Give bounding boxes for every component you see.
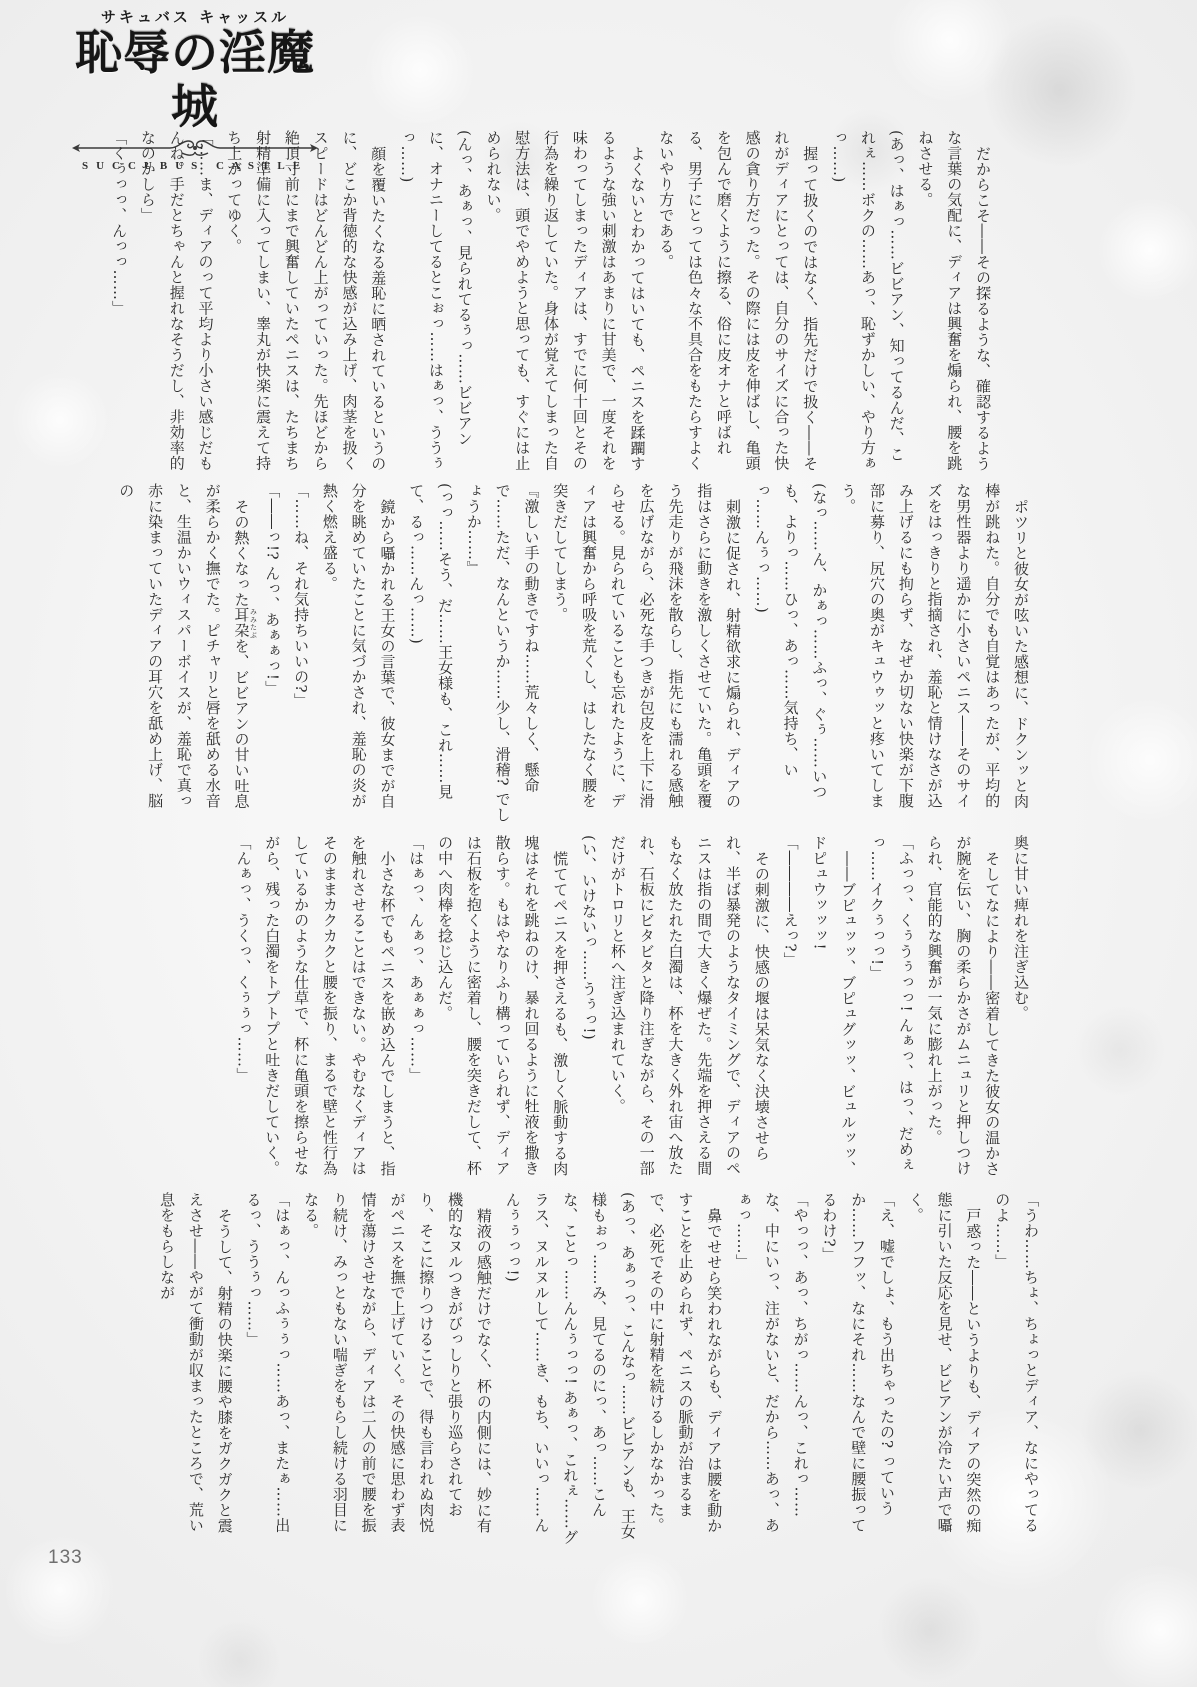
logo-furigana: サキュバス キャッスル	[100, 8, 290, 26]
paragraph: 「――っ!? んっ、あぁぁっ!」	[263, 483, 282, 696]
paragraph: 握って扱くのではなく、指先だけで扱く――それがディアにとっては、自分のサイズに合った快感の貪り方だった。その際には皮を伸ばし、亀頭を包んで磨くように擦る、俗に皮オナと呼ばれる、男子にとっては色々な不具合をもたらすよくないやり方である。	[657, 130, 820, 471]
paragraph: 奥に甘い痺れを注ぎ込む。	[1012, 835, 1030, 1021]
paragraph: 鼻でせせら笑われながらも、ディアは腰を動かすことを止められず、ペニスの脈動が治まるまで、必死でその中に射精を続けるしかなかった。	[647, 1192, 724, 1533]
paragraph: 「……ま、ディアのって平均より小さい感じだもんね。手だとちゃんと握れなそうだし、非効率的なのかしら」	[138, 130, 215, 471]
paragraph: (っっ……そう、だ……王女様も、これ……見て、るっ……んっ……)	[407, 483, 455, 800]
paragraph: (い、いけないっ……うぅっ!)	[580, 835, 599, 1041]
paragraph: 「はぁっ、んっふぅぅっ……あっ、またぁ……出るっ、ううぅっ……」	[244, 1192, 292, 1533]
paragraph: 「やっっ、あっ、ちがっ……んっ、これっ……な、中にいっ、注がないと、だから……あっ、あぁっ……」	[734, 1192, 810, 1533]
paragraph: 「うわ……ちょ、ちょっとディア、なにやってるのよ……」	[993, 1192, 1040, 1533]
paragraph: だからこそ――その探るような、確認するような言葉の気配に、ディアは興奮を煽られ、腰を跳ねさせる。	[916, 130, 992, 471]
page-number: 133	[48, 1547, 83, 1568]
paragraph: 戸惑った――というよりも、ディアの突然の痴態に引いた反応を見せ、ビビアンが冷たい声で囁く。	[906, 1192, 983, 1533]
paragraph: (なっ……ん、かぁっ……ふっ、ぐぅ……いつも、よりっ……ひっ、あっ……気持ち、いっ……んぅっ……)	[752, 483, 829, 800]
paragraph: その熱くなった耳朶 みみたぶを、ビビアンの甘い吐息が柔らかく撫でた。ピチャリと唇を舐める水音と、生温かいウィスパーボイスが、羞恥で真っ赤に染まっていたディアの耳穴を舐め上げ、脳の	[117, 483, 258, 809]
paragraph: 「――――えっ?」	[781, 835, 800, 968]
paragraph: 「え、嘘でしょ、もう出ちゃったの? っていうか……フフッ、なにそれ……なんで壁に腰振ってるわけ?」	[820, 1192, 897, 1533]
paragraph: 『激しい手の動きですね……荒々しく、懸命で……ただ、なんというか……少し、滑稽? でしょうか……』	[464, 483, 541, 823]
paragraph: そしてなにより――密着してきた彼女の温かさが腕を伝い、胸の柔らかさがムニュリと押しつけられ、官能的な興奮が一気に膨れ上がった。	[925, 835, 1002, 1176]
paragraph: 刺激に促され、射精欲求に煽られ、ディアの指はさらに動きを激しくさせていた。亀頭を覆う先走りが飛沫を散らし、指先にも濡れる感触を広げながら、必死な手つきが包皮を上下に滑らせる。見られていることも忘れたように、ディアは興奮から呼吸を荒くし、はしたなく腰を突きだしてしまう。	[551, 483, 743, 809]
paragraph: (んっ、あぁっ、見られてるぅっ……ビビアンに、オナニーしてるとこぉっ……はぁっ、ううぅっ……)	[398, 130, 474, 471]
paragraph: そうして、射精の快楽に腰や膝をガクガクと震えさせ――やがて衝動が収まったところで、荒い息をもらしなが	[158, 1192, 234, 1533]
paragraph: (あっ、あぁっっ、こんなっ……ビビアンも、王女様もぉっ……み、見てるのにっ、あっ……こんな、ことっ……んんぅっっ! あぁっ、これぇ……グラス、ヌルヌルして……き、もち、いいっ……んんぅぅっっ!)	[503, 1192, 637, 1545]
paragraph: 慌ててペニスを押さえるも、激しく脈動する肉塊はそれを跳ねのけ、暴れ回るように牡液を撒き散らす。もはやなりふり構っていられず、ディアは石板を抱くように密着し、腰を突きだして、杯の中へ肉棒を捻じ込んだ。	[436, 835, 570, 1176]
paragraph: ――ブピュッッ、ブピュグッッ、ビュルッッ、ドピュウッッッ!	[810, 835, 858, 1176]
text-band-3	[229, 835, 1035, 1177]
paragraph: 「……ね、それ気持ちいいの?」	[292, 483, 311, 709]
logo-title: 恥辱の淫魔城	[75, 26, 315, 136]
logo-subtitle: SUCCUBUS CASTLE	[81, 160, 309, 173]
paragraph: 鏡から囁かれる王女の言葉で、彼女までが自分を眺めていたことに気づかされ、羞恥の炎が熱く燃え盛る。	[320, 483, 397, 809]
paragraph: 「ふっっ、くぅうぅっっ! んぁっ、はっ、だめぇっ……イクぅっっ!」	[868, 835, 915, 1173]
paragraph: 小さな杯でもペニスを嵌め込んでしまうと、指を触れさせることはできない。やむなくディアはそのままカクカクと腰を振り、まるで壁と性行為しているかのような仕草で、杯に亀頭を擦らせながら、残った白濁をトプトプと吐きだしていく。	[263, 835, 397, 1176]
text-band-2	[112, 483, 1036, 823]
paragraph: 精液の感触だけでなく、杯の内側には、妙に有機的なヌルつきがびっしりと張り巡らされており、そこに擦りつけることで、得も言われぬ肉悦がペニスを撫で上げていく。その快感に思わず表情を蕩けさせながら、ディアは二人の前で腰を振り続け、みっともない喘ぎをもらし続ける羽目になる。	[302, 1192, 493, 1533]
paragraph: ポツリと彼女が呟いた感想に、ドクンッと肉棒が跳ねた。自分でも自覚はあったが、平均的な男性器より遥かに小さいペニス――そのサイズをはっきりと指摘され、羞恥と情けなさが込み上げるにも拘らず、なぜか切ない快楽が下腹部に募り、尻穴の奥がキュウゥッと疼いてしまう。	[839, 483, 1030, 809]
text-band-1	[104, 130, 997, 472]
paragraph: 顔を覆いたくなる羞恥に晒されているというのに、どこか背徳的な快感が込み上げ、肉茎を扱くスピードはどんどん上がっていった。先ほどから絶頂寸前にまで興奮していたペニスは、たちまち射精準備に入ってしまい、睾丸が快楽に震えて持ち上がってゆく。	[225, 130, 388, 471]
paragraph: 「はぁっ、んぁっ、あぁぁっ……」	[407, 835, 426, 1083]
paragraph: 「んぁっ、うくっ、くぅぅっ……」	[234, 835, 253, 1083]
text-band-4	[152, 1192, 1045, 1548]
paragraph: よくないとわかってはいても、ペニスを蹂躙するような強い刺激はあまりに甘美で、一度それを味わってしまったディアは、すでに何十回とその行為を繰り返していた。身体が覚えてしまった自慰方法は、頭でやめようと思っても、すぐには止められない。	[484, 130, 647, 471]
paragraph: (あっ、はぁっ……ビビアン、知ってるんだ、これぇ……ボクの……あっ、恥ずかしい、やり方ぁっ……)	[830, 130, 906, 471]
paragraph: その刺激に、快感の堰は呆気なく決壊させられ、半ば暴発のようなタイミングで、ディアのペニスは指の間で大きく爆ぜた。先端を押さえる間もなく放たれた白濁は、杯を大きく外れ宙へ放たれ、石板にビタビタと降り注ぎながら、その一部だけがトロリと杯へ注ぎ込まれていく。	[608, 835, 771, 1176]
paragraph: 「くぅっっ、んっっ……」	[110, 130, 129, 316]
